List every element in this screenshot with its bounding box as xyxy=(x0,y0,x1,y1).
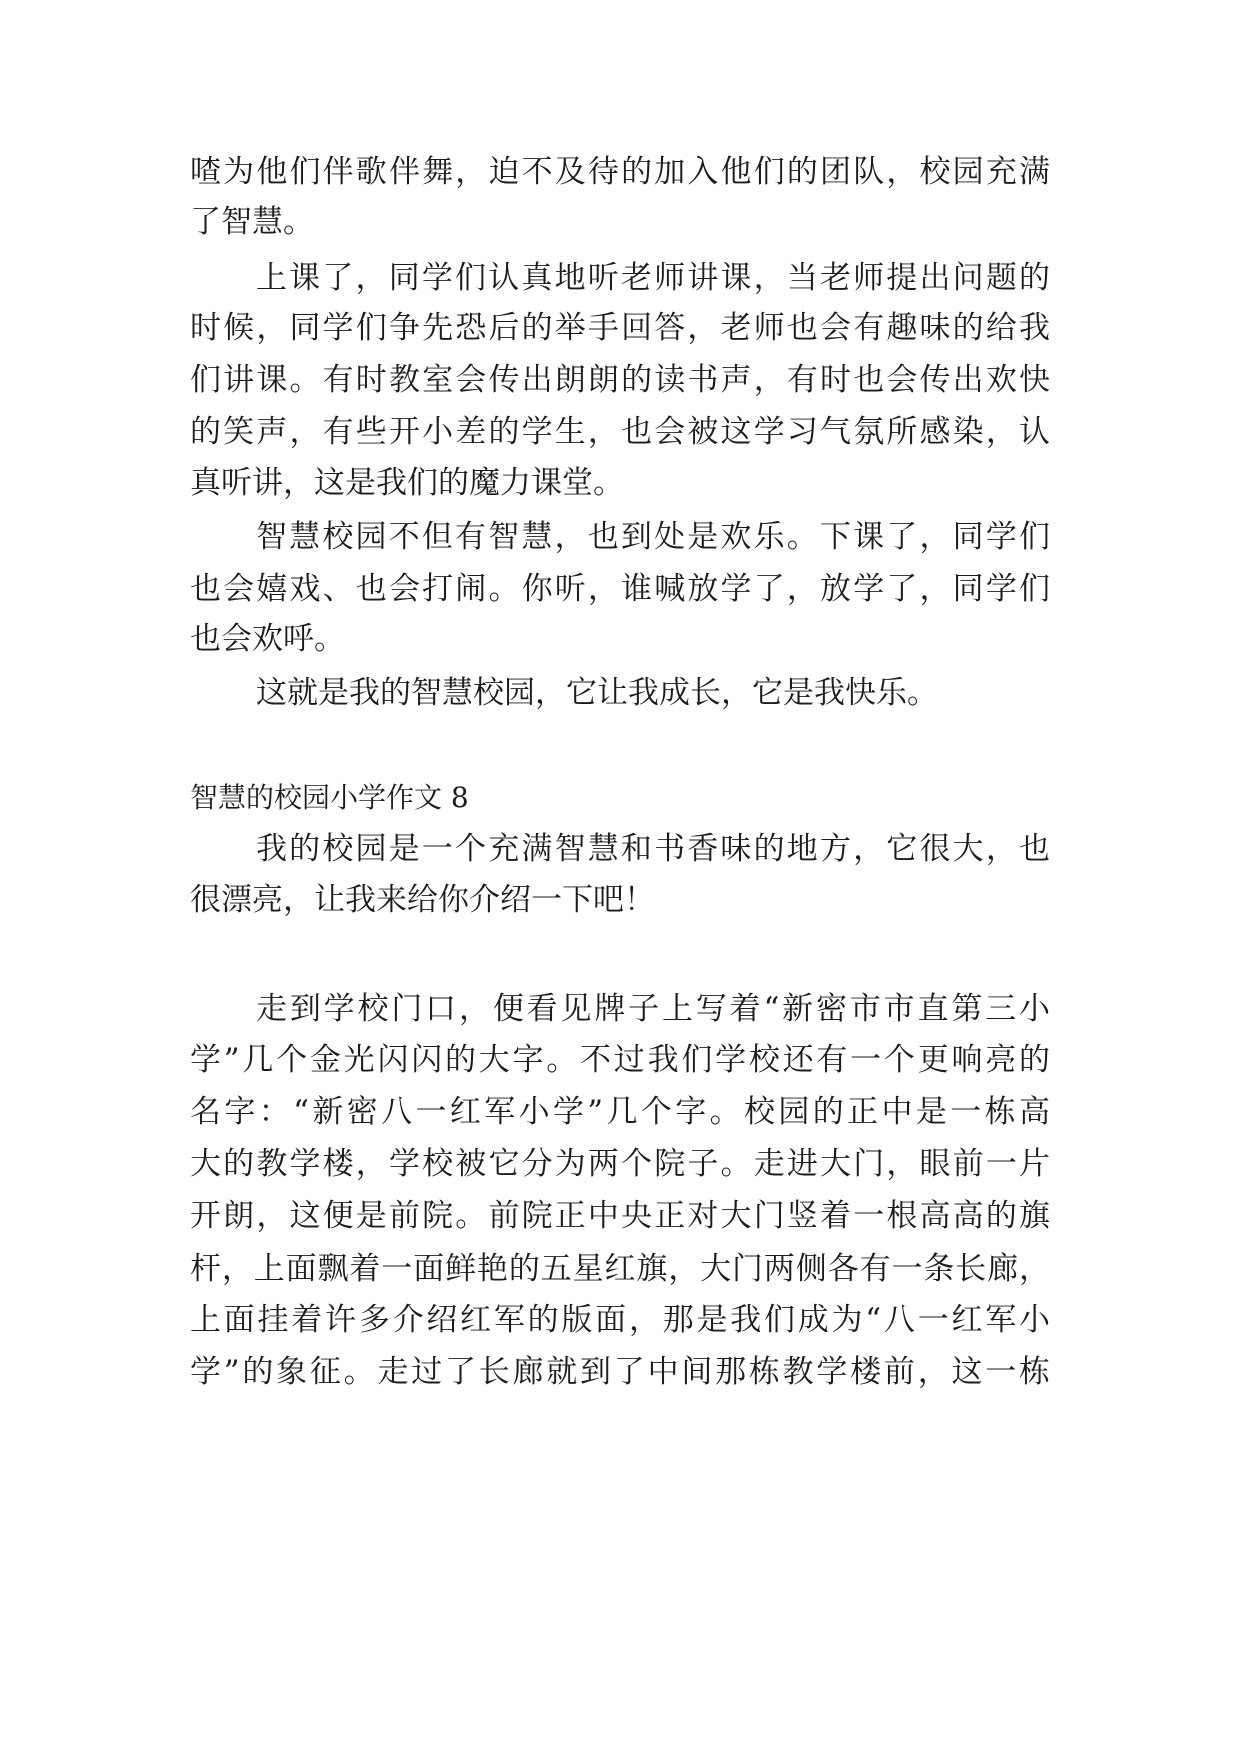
paragraph-line: 学”几个金光闪闪的大字。不过我们学校还有一个更响亮的 xyxy=(190,1042,1050,1078)
paragraph-line: 也会欢呼。 xyxy=(190,621,345,657)
paragraph-line: 真听讲，这是我们的魔力课堂。 xyxy=(190,465,624,501)
paragraph-line: 学”的象征。走过了长廊就到了中间那栋教学楼前，这一栋 xyxy=(190,1354,1050,1390)
paragraph-line: 开朗，这便是前院。前院正中央正对大门竖着一根高高的旗 xyxy=(190,1198,1050,1234)
paragraph-line: 名字：“新密八一红军小学”几个字。校园的正中是一栋高 xyxy=(190,1094,1050,1130)
paragraph-line: 时候，同学们争先恐后的举手回答，老师也会有趣味的给我 xyxy=(190,310,1050,346)
paragraph-line: 走到学校门口，便看见牌子上写着“新密市市直第三小 xyxy=(256,991,1050,1027)
paragraph-line: 我的校园是一个充满智慧和书香味的地方，它很大，也 xyxy=(256,831,1050,867)
paragraph-line: 了智慧。 xyxy=(190,204,314,240)
paragraph-line: 这就是我的智慧校园，它让我成长，它是我快乐。 xyxy=(256,675,938,711)
paragraph-line: 智慧校园不但有智慧，也到处是欢乐。下课了，同学们 xyxy=(256,519,1050,555)
section-heading: 智慧的校园小学作文 8 xyxy=(190,781,469,814)
paragraph-line: 上面挂着许多介绍红军的版面，那是我们成为“八一红军小 xyxy=(190,1302,1050,1338)
paragraph-line: 上课了，同学们认真地听老师讲课，当老师提出问题的 xyxy=(256,260,1050,296)
paragraph-line: 的笑声，有些开小差的学生，也会被这学习气氛所感染，认 xyxy=(190,414,1050,450)
paragraph-line: 杆，上面飘着一面鲜艳的五星红旗，大门两侧各有一条长廊， xyxy=(190,1251,1050,1287)
paragraph-line: 喳为他们伴歌伴舞，迫不及待的加入他们的团队，校园充满 xyxy=(190,154,1050,190)
paragraph-line: 们讲课。有时教室会传出朗朗的读书声，有时也会传出欢快 xyxy=(190,362,1050,398)
paragraph-line: 很漂亮，让我来给你介绍一下吧！ xyxy=(190,882,655,918)
paragraph-line: 大的教学楼，学校被它分为两个院子。走进大门，眼前一片 xyxy=(190,1146,1050,1182)
paragraph-line: 也会嬉戏、也会打闹。你听，谁喊放学了，放学了，同学们 xyxy=(190,571,1050,607)
